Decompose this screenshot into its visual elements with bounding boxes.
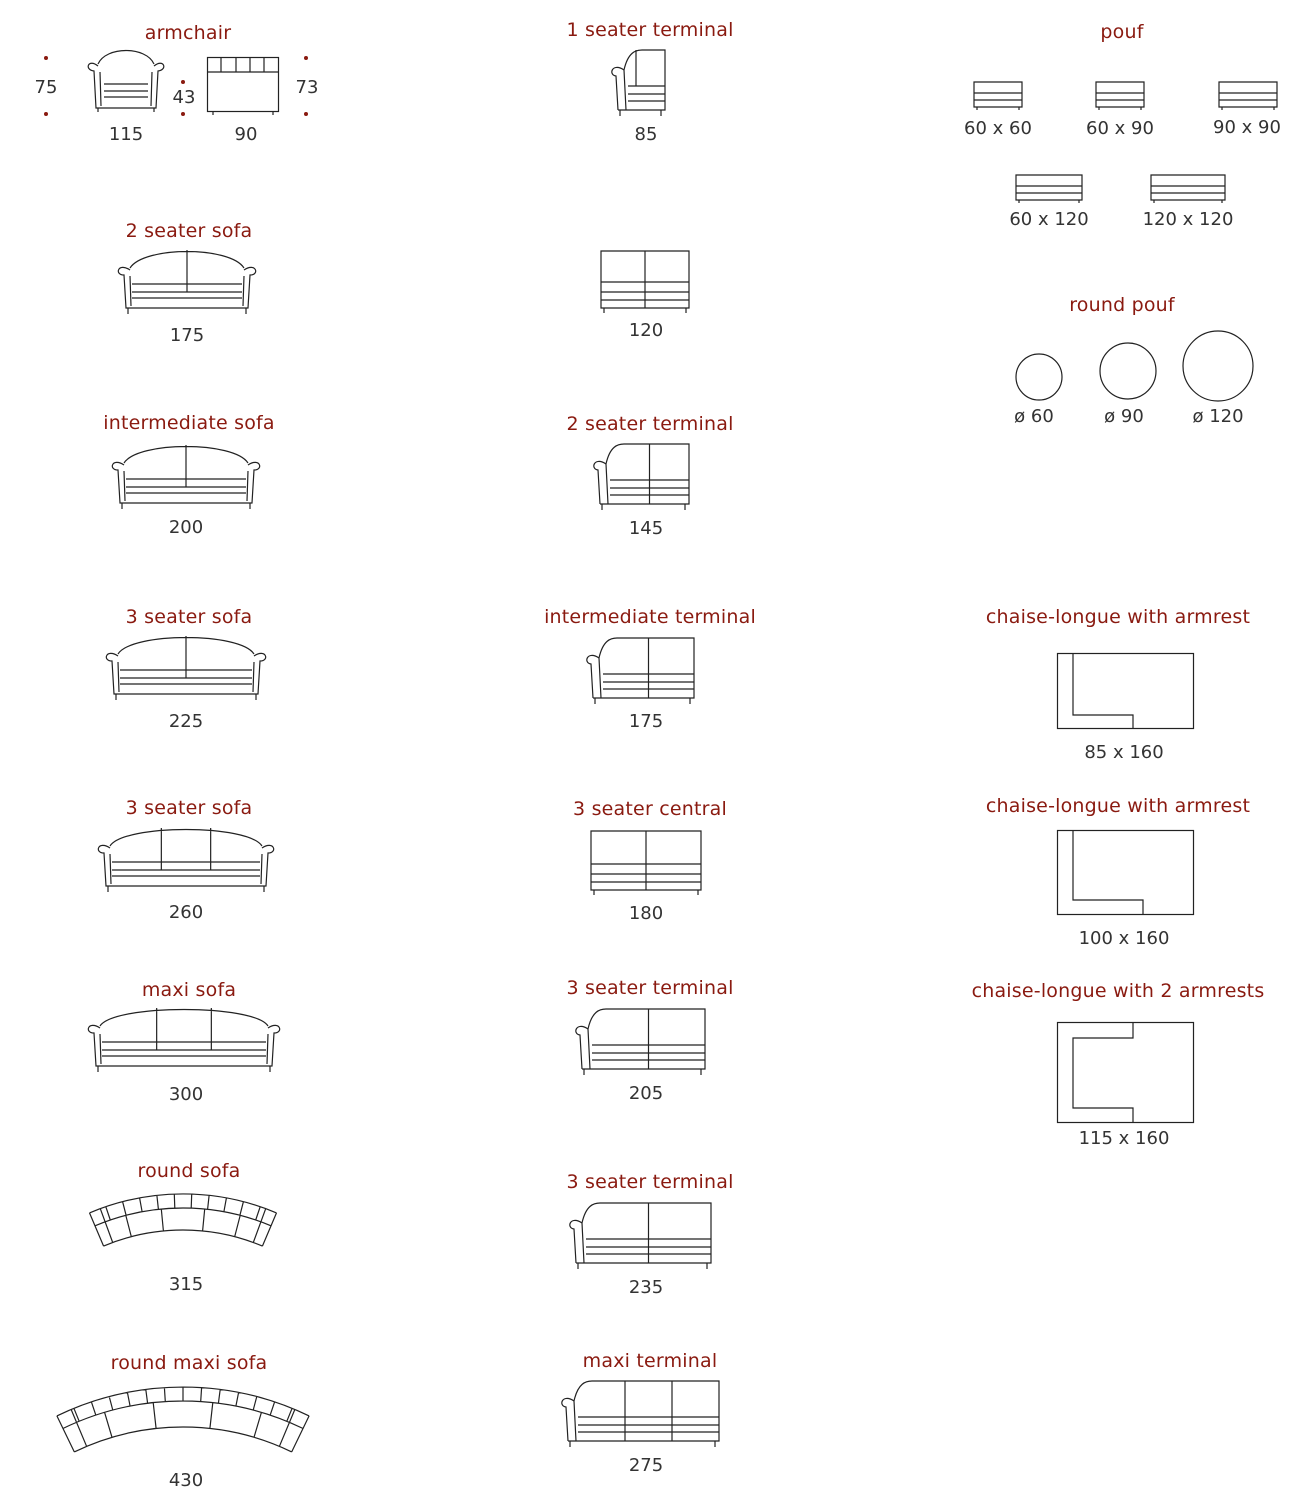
terminal-maxi-dimension: 275 xyxy=(628,1455,664,1476)
pouf-120x120-icon xyxy=(1150,174,1226,204)
terminal-1-seater-title: 1 seater terminal xyxy=(566,19,734,41)
chaise-armrest-85-dimension: 85 x 160 xyxy=(1084,742,1164,763)
sofa-3-seater-225-icon xyxy=(102,634,270,702)
chaise-armrest-85-icon xyxy=(1057,653,1195,730)
chaise-2-armrests-title: chaise-longue with 2 armrests xyxy=(971,980,1265,1002)
terminal-3-seater-235-title: 3 seater terminal xyxy=(566,1171,734,1193)
central-3-seater-icon xyxy=(590,830,702,896)
pouf-title: pouf xyxy=(1100,21,1144,43)
sofa-2-seater-icon xyxy=(114,248,260,316)
pouf-60x90-label: 60 x 90 xyxy=(1086,118,1154,139)
armchair-title: armchair xyxy=(144,22,232,44)
chaise-armrest-100-icon xyxy=(1057,830,1195,916)
sofa-round-maxi-dimension: 430 xyxy=(168,1470,204,1491)
terminal-1-seater-icon xyxy=(606,48,666,118)
chaise-2-armrests-dimension: 115 x 160 xyxy=(1078,1128,1170,1149)
terminal-intermediate-title: intermediate terminal xyxy=(544,606,756,628)
dimension-marker xyxy=(304,112,308,116)
terminal-maxi-icon xyxy=(556,1378,720,1450)
pouf-90x90-label: 90 x 90 xyxy=(1213,117,1281,138)
sofa-2-seater-dimension: 175 xyxy=(169,325,205,346)
pouf-60x120-label: 60 x 120 xyxy=(1009,209,1089,230)
sofa-2-seater-title: 2 seater sofa xyxy=(125,220,253,242)
round-pouf-60-label: ø 60 xyxy=(1014,406,1054,427)
sofa-round-maxi-title: round maxi sofa xyxy=(110,1352,268,1374)
chaise-armrest-100-title: chaise-longue with armrest xyxy=(985,795,1251,817)
round-pouf-120-label: ø 120 xyxy=(1192,406,1244,427)
dimension-marker xyxy=(181,80,185,84)
terminal-3-seater-235-icon xyxy=(564,1200,712,1272)
chaise-2-armrests-icon xyxy=(1057,1022,1195,1124)
dimension-marker xyxy=(44,112,48,116)
round-pouf-title: round pouf xyxy=(1069,294,1175,316)
round-pouf-120-icon xyxy=(1182,330,1254,402)
armchair-front-width: 115 xyxy=(108,124,144,145)
armchair-height-left: 75 xyxy=(34,77,58,98)
dimension-marker xyxy=(304,56,308,60)
pouf-90x90-icon xyxy=(1218,81,1278,111)
round-pouf-90-icon xyxy=(1099,342,1157,400)
terminal-3-seater-235-dimension: 235 xyxy=(628,1277,664,1298)
sofa-3-seater-225-title: 3 seater sofa xyxy=(125,606,253,628)
round-pouf-60-icon xyxy=(1015,353,1063,401)
sofa-intermediate-title: intermediate sofa xyxy=(103,412,275,434)
pouf-60x90-icon xyxy=(1095,81,1145,111)
sofa-3-seater-225-dimension: 225 xyxy=(168,711,204,732)
terminal-3-seater-205-icon xyxy=(570,1006,706,1078)
sofa-round-maxi-icon xyxy=(54,1385,312,1475)
terminal-2-seater-icon xyxy=(588,442,690,512)
pouf-60x60-label: 60 x 60 xyxy=(964,118,1032,139)
chaise-armrest-100-dimension: 100 x 160 xyxy=(1078,928,1170,949)
sofa-round-dimension: 315 xyxy=(168,1274,204,1295)
module-120-icon xyxy=(600,250,690,314)
sofa-3-seater-260-title: 3 seater sofa xyxy=(125,797,253,819)
sofa-maxi-title: maxi sofa xyxy=(141,979,237,1001)
sofa-3-seater-260-icon xyxy=(94,826,278,894)
armchair-side-depth: 90 xyxy=(234,124,258,145)
sofa-intermediate-icon xyxy=(108,443,264,511)
armchair-side-icon xyxy=(207,57,279,115)
sofa-3-seater-260-dimension: 260 xyxy=(168,902,204,923)
terminal-2-seater-title: 2 seater terminal xyxy=(566,413,734,435)
sofa-round-icon xyxy=(80,1192,286,1264)
module-120-dimension: 120 xyxy=(628,320,664,341)
terminal-intermediate-icon xyxy=(581,636,695,706)
sofa-intermediate-dimension: 200 xyxy=(168,517,204,538)
armchair-front-icon xyxy=(84,44,168,116)
armchair-seat-height: 43 xyxy=(172,87,196,108)
sofa-round-title: round sofa xyxy=(137,1160,241,1182)
chaise-armrest-85-title: chaise-longue with armrest xyxy=(985,606,1251,628)
pouf-60x120-icon xyxy=(1015,174,1083,204)
terminal-3-seater-205-dimension: 205 xyxy=(628,1083,664,1104)
armchair-height-right: 73 xyxy=(295,77,319,98)
sofa-maxi-icon xyxy=(84,1005,284,1075)
terminal-maxi-title: maxi terminal xyxy=(582,1350,718,1372)
pouf-120x120-label: 120 x 120 xyxy=(1142,209,1234,230)
central-3-seater-title: 3 seater central xyxy=(573,798,727,820)
round-pouf-90-label: ø 90 xyxy=(1104,406,1144,427)
sofa-maxi-dimension: 300 xyxy=(168,1084,204,1105)
terminal-1-seater-dimension: 85 xyxy=(634,124,658,145)
terminal-3-seater-205-title: 3 seater terminal xyxy=(566,977,734,999)
dimension-marker xyxy=(44,56,48,60)
pouf-60x60-icon xyxy=(973,81,1023,111)
terminal-intermediate-dimension: 175 xyxy=(628,711,664,732)
terminal-2-seater-dimension: 145 xyxy=(628,518,664,539)
central-3-seater-dimension: 180 xyxy=(628,903,664,924)
dimension-marker xyxy=(181,112,185,116)
